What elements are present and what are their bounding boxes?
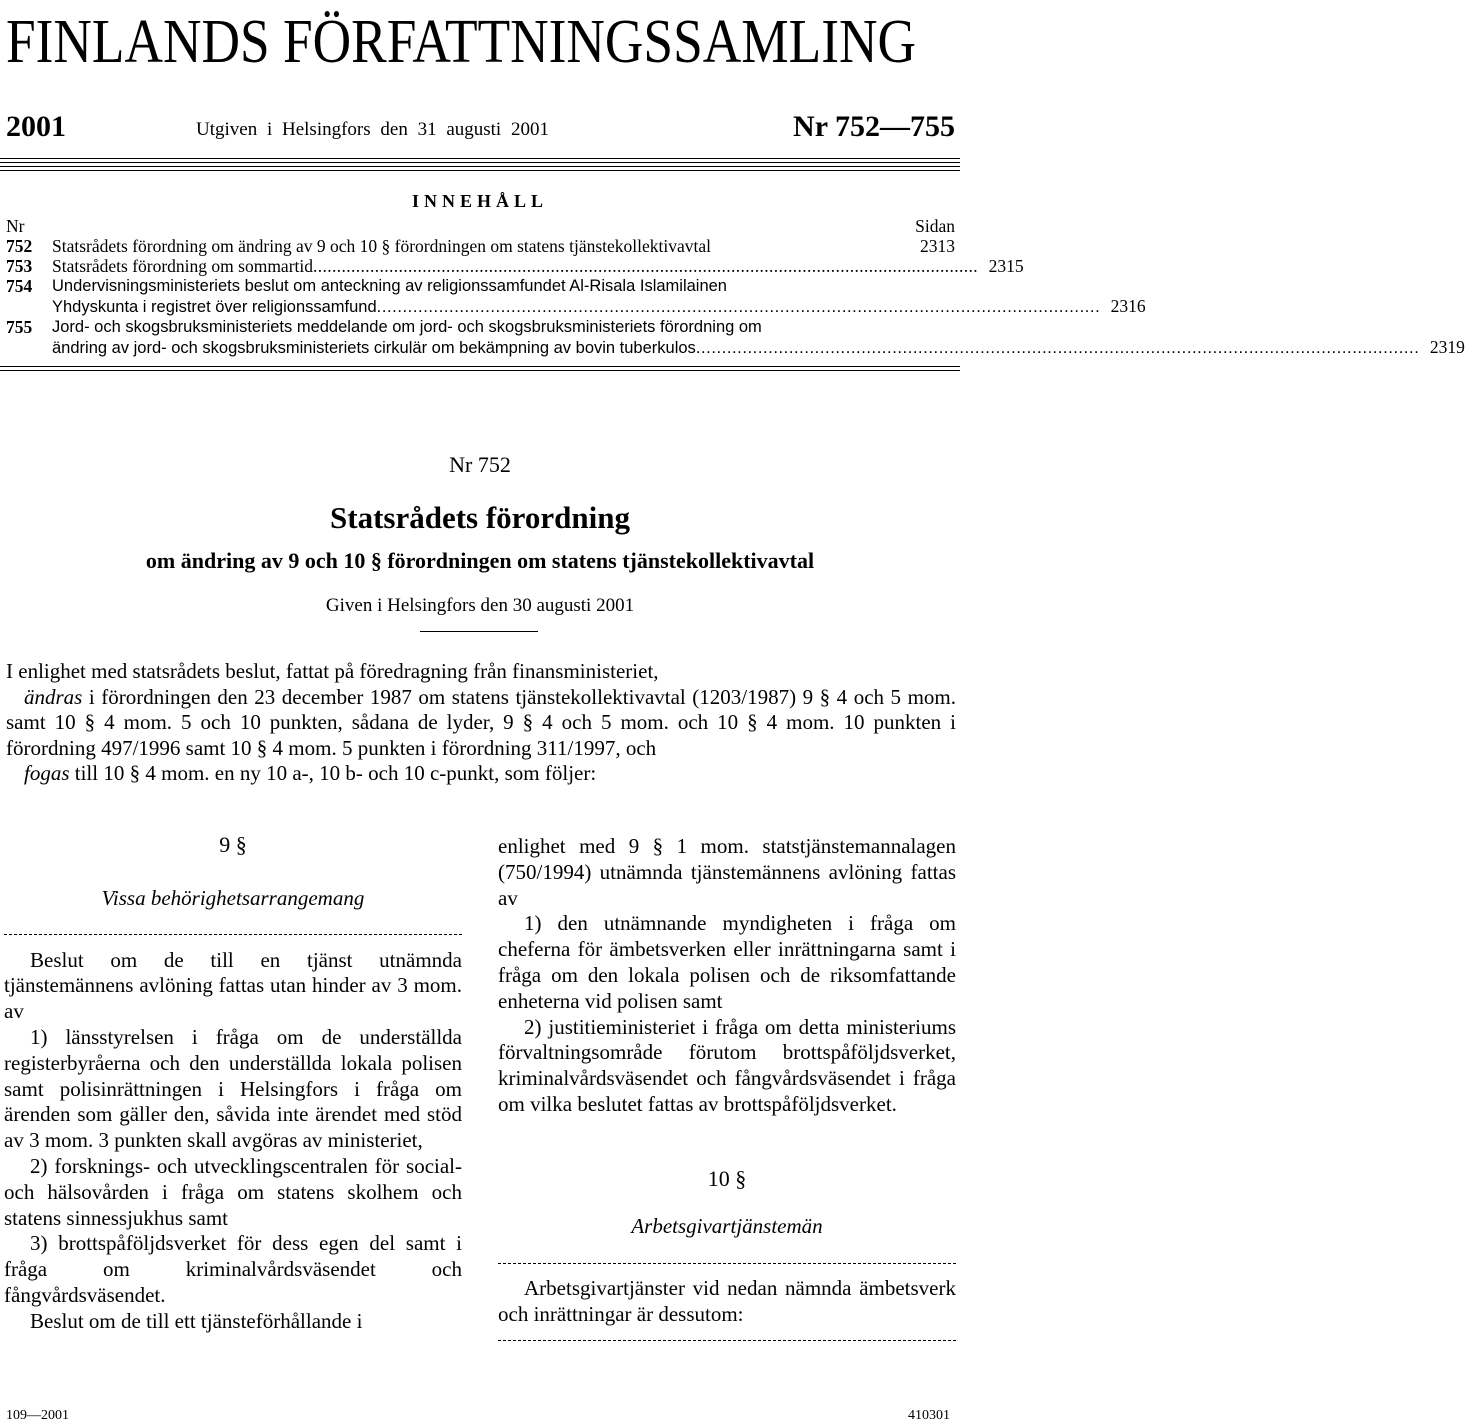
header-rule-4: [0, 170, 960, 171]
dashed-rule: [498, 1340, 956, 1341]
section-heading: 9 §: [219, 832, 247, 857]
header-rule-3: [0, 166, 960, 167]
toc-entry-text: Statsrådets förordning om sommartid: [52, 256, 314, 276]
intro-paragraph: [6, 761, 956, 787]
toc-entry-nr: 755: [6, 317, 33, 337]
toc-entry-page: 2319: [1429, 337, 1465, 357]
toc-entry-text: Yhdyskunta i registret över religionssamfund: [52, 298, 377, 316]
footer-code-left: 109—2001: [6, 1408, 69, 1423]
toc-entry-text: Jord- och skogsbruksministeriets meddelande om jord- och skogsbruksministeriets förordning om: [52, 318, 762, 336]
toc-leader-dots: [313, 256, 976, 276]
toc-entry-page: 2315: [988, 256, 1024, 276]
toc-header: [6, 216, 955, 236]
toc-entry-text: ändring av jord- och skogsbruksministeriets cirkulär om bekämpning av bovin tuberkulos: [52, 339, 696, 357]
intro-paragraph: I enlighet med statsrådets beslut, fattat på föredragning från finansministeriet,: [6, 659, 659, 683]
toc-bottom-rule-2: [0, 370, 960, 371]
toc-entry-nr: 752: [6, 236, 33, 256]
toc-entry-text: Undervisningsministeriets beslut om anteckning av religionssamfundet Al-Risala Islamilainen: [52, 277, 727, 295]
paragraph: 1) den utnämnande myndigheten i fråga om cheferna för ämbetsverken eller inrättningarna samt i fråga om den lokala polisen och de riksomfattande enheterna vid polisen samt: [498, 911, 956, 1013]
toc-entry-page: 2316: [1110, 296, 1146, 316]
masthead: FINLANDS FÖRFATTNINGSSAMLING: [6, 8, 916, 76]
intro-paragraph: [6, 685, 956, 762]
toc-entry[interactable]: [6, 256, 1024, 276]
toc-entry-page: 2313: [920, 236, 955, 256]
toc-entry-nr: 753: [6, 256, 33, 276]
toc-leader-dots: [696, 338, 1417, 358]
article-divider: [420, 631, 538, 632]
intro-text: i förordningen den 23 december 1987 om statens tjänstekollektivavtal (1203/1987) 9 § 4 och 5 mom. samt 10 § 4 mom. 5 och 10 punkten, sådana de lyder, 9 § 4 och 5 mom. och 10 § 4 mom. 10 punkten i förordning 497/1996 samt 10 § 4 mom. 5 punkten i förordning 311/1997, och: [6, 684, 956, 760]
toc-col-page: Sidan: [915, 216, 955, 236]
paragraph: enlighet med 9 § 1 mom. statstjänstemannalagen (750/1994) utnämnda tjänstemännens avlöning fattas av: [498, 834, 956, 910]
left-column: [4, 832, 462, 1335]
intro-keyword: ändras: [24, 684, 83, 709]
paragraph: 2) justitieministeriet i fråga om detta ministeriums förvaltningsområde förutom brottspåföljdsverket, kriminalvårdsväsendet och fångvårdsväsendet i fråga om vilka beslutet fattas av brottspåföljdsverket.: [498, 1014, 956, 1116]
header-rule-1: [0, 158, 960, 159]
article-intro: [6, 659, 956, 787]
paragraph: Beslut om de till ett tjänsteförhållande i: [30, 1308, 363, 1333]
paragraph: Beslut om de till en tjänst utnämnda tjänstemännens avlöning fattas utan hinder av 3 mom. av: [4, 947, 462, 1024]
right-column: [498, 834, 956, 1341]
article-subtitle: om ändring av 9 och 10 § förordningen om statens tjänstekollektivavtal: [145, 548, 815, 573]
intro-text: till 10 § 4 mom. en ny 10 a-, 10 b- och 10 c-punkt, som följer:: [69, 761, 597, 785]
header-year: 2001: [6, 110, 66, 143]
header-numbers: Nr 752—755: [793, 110, 955, 143]
article-number: Nr 752: [449, 452, 511, 477]
section-name: Vissa behörighetsarrangemang: [101, 885, 365, 910]
toc-col-nr: Nr: [6, 216, 25, 236]
footer-code-right: 410301: [908, 1408, 950, 1423]
toc-title: INNEHÅLL: [411, 191, 549, 211]
toc-entry-text: Statsrådets förordning om ändring av 9 och 10 § förordningen om statens tjänstekollektivavtal: [52, 236, 712, 256]
article-given: Given i Helsingfors den 30 augusti 2001: [325, 595, 635, 616]
toc-entry-nr: 754: [6, 276, 33, 296]
section-heading: 10 §: [707, 1165, 747, 1191]
paragraph: 2) forsknings- och utvecklingscentralen för social- och hälsovården i fråga om statens skolhem och statens sinnessjukhus samt: [4, 1153, 462, 1230]
toc-entry[interactable]: [6, 276, 1146, 317]
paragraph: Arbetsgivartjänster vid nedan nämnda ämbetsverk och inrättningar är dessutom:: [498, 1276, 956, 1327]
header-rule-2: [0, 162, 960, 163]
intro-keyword: fogas: [24, 761, 70, 785]
toc-leader-dots: [377, 297, 1098, 317]
paragraph: 3) brottspåföljdsverket för dess egen del samt i fråga om kriminalvårdsväsendet och fångvårdsväsendet.: [4, 1231, 462, 1307]
article-title: Statsrådets förordning: [330, 500, 630, 535]
header-published: Utgiven i Helsingfors den 31 augusti 2001: [196, 119, 549, 140]
toc-entry[interactable]: [6, 236, 955, 256]
section-name: Arbetsgivartjänstemän: [631, 1213, 823, 1238]
table-of-contents: [6, 216, 1465, 358]
paragraph: 1) länsstyrelsen i fråga om de underställda registerbyråerna och den underställda lokala polisen samt polisinrättningen i Helsingfors i fråga om ärenden som gäller den, såvida inte ärendet med stöd av 3 mom. 3 punkten skall avgöras av ministeriet,: [4, 1024, 462, 1153]
toc-entry[interactable]: [6, 317, 1465, 358]
toc-bottom-rule-1: [0, 366, 960, 367]
